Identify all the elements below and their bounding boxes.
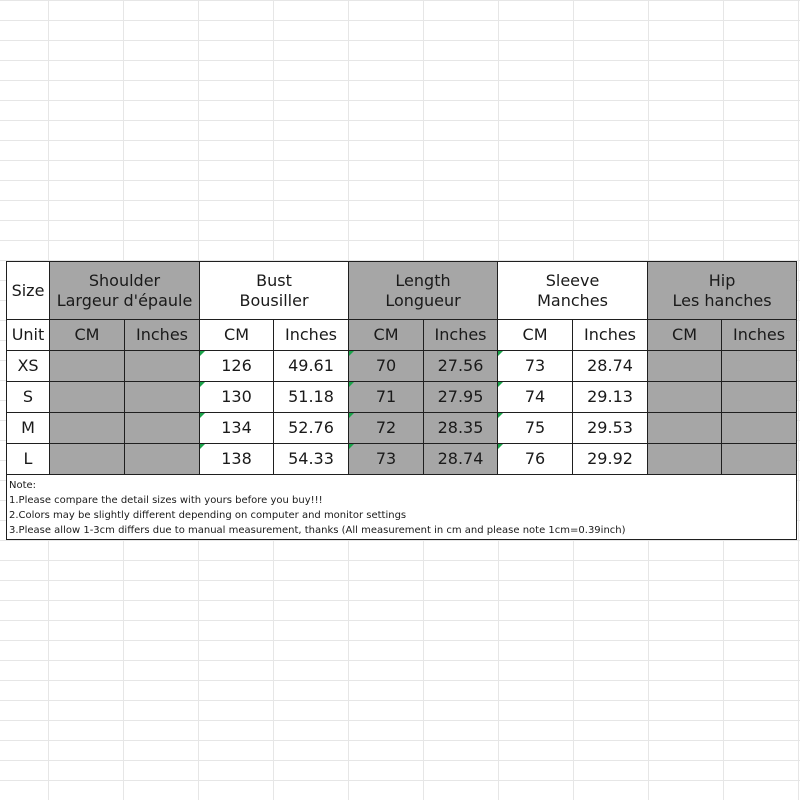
bust-header-cell [200, 262, 349, 320]
note-line: 2.Colors may be slightly different depending on computer and monitor settings [9, 510, 407, 521]
size-cell: XS [7, 351, 50, 382]
unit-cell: Inches [125, 320, 200, 351]
value-cell [349, 413, 424, 444]
cell-marker-icon [498, 382, 503, 387]
value-cell: 54.33 [274, 444, 349, 475]
value-cell [722, 351, 797, 382]
value-cell: 29.53 [573, 413, 648, 444]
value-cell: 27.56 [424, 351, 498, 382]
cell-marker-icon [200, 444, 205, 449]
note-line: 1.Please compare the detail sizes with yours before you buy!!! [9, 495, 323, 506]
hip-header-cell [648, 262, 797, 320]
value-cell [498, 382, 573, 413]
value-text: 76 [524, 449, 546, 468]
size-header-cell [7, 262, 50, 320]
value-cell [648, 351, 722, 382]
unit-cell: CM [200, 320, 274, 351]
unit-cell: Inches [573, 320, 648, 351]
value-cell [722, 382, 797, 413]
value-cell: 28.74 [424, 444, 498, 475]
value-cell [125, 351, 200, 382]
cell-marker-icon [200, 382, 205, 387]
sleeve-header-cell [498, 262, 648, 320]
cell-marker-icon [349, 444, 354, 449]
unit-cell: CM [648, 320, 722, 351]
size-cell: L [7, 444, 50, 475]
cell-marker-icon [349, 382, 354, 387]
value-text: 73 [375, 449, 397, 468]
bust-header-en: Bust [256, 270, 292, 290]
table-row-xs [7, 351, 797, 382]
unit-row [7, 320, 797, 351]
value-cell: 29.13 [573, 382, 648, 413]
length-header-en: Length [395, 270, 451, 290]
value-cell [648, 382, 722, 413]
value-cell [722, 413, 797, 444]
header-row [7, 262, 797, 320]
value-cell [50, 351, 125, 382]
value-cell [498, 413, 573, 444]
size-cell: S [7, 382, 50, 413]
notes-cell [7, 475, 797, 540]
table-row-l [7, 444, 797, 475]
note-line: 3.Please allow 1-3cm differs due to manual measurement, thanks (All measurement in cm and please note 1cm=0.39inch) [9, 525, 626, 536]
sleeve-header-en: Sleeve [545, 270, 600, 290]
value-cell [498, 351, 573, 382]
note-heading: Note: [9, 480, 37, 491]
cell-marker-icon [349, 413, 354, 418]
value-cell [349, 351, 424, 382]
value-cell: 51.18 [274, 382, 349, 413]
value-text: 72 [375, 418, 397, 437]
value-cell [349, 382, 424, 413]
value-cell: 52.76 [274, 413, 349, 444]
value-text: 75 [524, 418, 546, 437]
table-row-s [7, 382, 797, 413]
value-cell [50, 413, 125, 444]
value-cell [50, 444, 125, 475]
value-cell [200, 444, 274, 475]
hip-header-en: Hip [708, 270, 736, 290]
value-text: 70 [375, 356, 397, 375]
unit-cell: Inches [424, 320, 498, 351]
value-text: 74 [524, 387, 546, 406]
cell-marker-icon [498, 351, 503, 356]
unit-cell: CM [50, 320, 125, 351]
unit-cell: Inches [722, 320, 797, 351]
unit-cell: CM [498, 320, 573, 351]
value-cell: 27.95 [424, 382, 498, 413]
sleeve-header-fr: Manches [537, 290, 608, 310]
shoulder-header-cell [50, 262, 200, 320]
length-header-cell [349, 262, 498, 320]
cell-marker-icon [200, 351, 205, 356]
value-cell [349, 444, 424, 475]
value-cell [125, 444, 200, 475]
cell-marker-icon [200, 413, 205, 418]
cell-marker-icon [498, 444, 503, 449]
value-cell: 49.61 [274, 351, 349, 382]
unit-cell: CM [349, 320, 424, 351]
value-cell [200, 413, 274, 444]
value-text: 134 [221, 418, 252, 437]
value-cell [648, 413, 722, 444]
cell-marker-icon [349, 351, 354, 356]
hip-header-fr: Les hanches [672, 290, 772, 310]
value-cell [200, 351, 274, 382]
unit-label-cell: Unit [7, 320, 50, 351]
size-cell: M [7, 413, 50, 444]
shoulder-header-fr: Largeur d'épaule [56, 290, 193, 310]
value-cell [722, 444, 797, 475]
unit-cell: Inches [274, 320, 349, 351]
value-text: 130 [221, 387, 252, 406]
value-text: 73 [524, 356, 546, 375]
bust-header-fr: Bousiller [239, 290, 309, 310]
table-row-m [7, 413, 797, 444]
value-text: 126 [221, 356, 252, 375]
notes-row [7, 475, 797, 540]
shoulder-header-en: Shoulder [88, 270, 161, 290]
value-cell [125, 382, 200, 413]
value-cell [125, 413, 200, 444]
value-cell: 29.92 [573, 444, 648, 475]
value-cell [498, 444, 573, 475]
size-chart-table [6, 261, 797, 540]
cell-marker-icon [498, 413, 503, 418]
value-cell: 28.74 [573, 351, 648, 382]
value-text: 138 [221, 449, 252, 468]
size-header-label: Size [11, 280, 45, 300]
value-text: 71 [375, 387, 397, 406]
value-cell [200, 382, 274, 413]
value-cell [648, 444, 722, 475]
length-header-fr: Longueur [385, 290, 461, 310]
value-cell [50, 382, 125, 413]
value-cell: 28.35 [424, 413, 498, 444]
